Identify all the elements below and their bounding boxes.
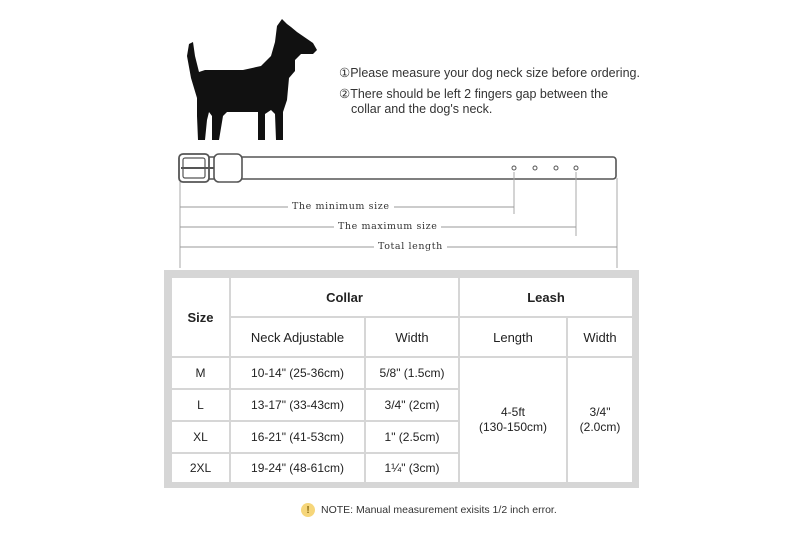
keeper-loop [214, 154, 242, 182]
size-cell: 2XL [172, 454, 229, 482]
width-cell: 1" (2.5cm) [366, 422, 458, 452]
leash-width-cell [568, 358, 632, 482]
min-size-label: The minimum size [288, 201, 394, 212]
leash-length-ft: 4-5ft [500, 405, 525, 419]
hole [533, 166, 537, 170]
measurement-note [301, 503, 557, 517]
leash-length-cell [460, 358, 566, 482]
warning-icon: ! [301, 503, 315, 517]
total-length-label: Total length [374, 241, 447, 252]
size-cell: M [172, 358, 229, 388]
width-cell: 5/8" (1.5cm) [366, 358, 458, 388]
collar-header: Collar [231, 278, 458, 316]
size-table [164, 270, 639, 488]
neck-adjustable-header: Neck Adjustable [231, 318, 364, 356]
max-size-label: The maximum size [334, 221, 441, 232]
hole [554, 166, 558, 170]
neck-cell: 10-14" (25-36cm) [231, 358, 364, 388]
instruction-gap-line2: collar and the dog's neck. [351, 102, 493, 116]
instruction-measure: ①Please measure your dog neck size before ordering. [339, 66, 640, 80]
leash-width-header: Width [568, 318, 632, 356]
hole [574, 166, 578, 170]
size-cell: L [172, 390, 229, 420]
hole [512, 166, 516, 170]
neck-cell: 13-17" (33-43cm) [231, 390, 364, 420]
leash-length-header: Length [460, 318, 566, 356]
collar-width-header: Width [366, 318, 458, 356]
size-cell: XL [172, 422, 229, 452]
size-header: Size [172, 278, 229, 356]
instruction-gap-line1: ②There should be left 2 fingers gap between the [339, 87, 609, 101]
leash-width-in: 3/4" [589, 405, 611, 419]
width-cell: 3/4" (2cm) [366, 390, 458, 420]
width-cell: 1¼" (3cm) [366, 454, 458, 482]
leash-length-cm: (130-150cm) [478, 420, 548, 434]
neck-cell: 16-21" (41-53cm) [231, 422, 364, 452]
leash-header: Leash [460, 278, 632, 316]
leash-width-cm: (2.0cm) [579, 420, 621, 434]
note-text: NOTE: Manual measurement exisits 1/2 inch error. [321, 504, 557, 516]
neck-cell: 19-24" (48-61cm) [231, 454, 364, 482]
